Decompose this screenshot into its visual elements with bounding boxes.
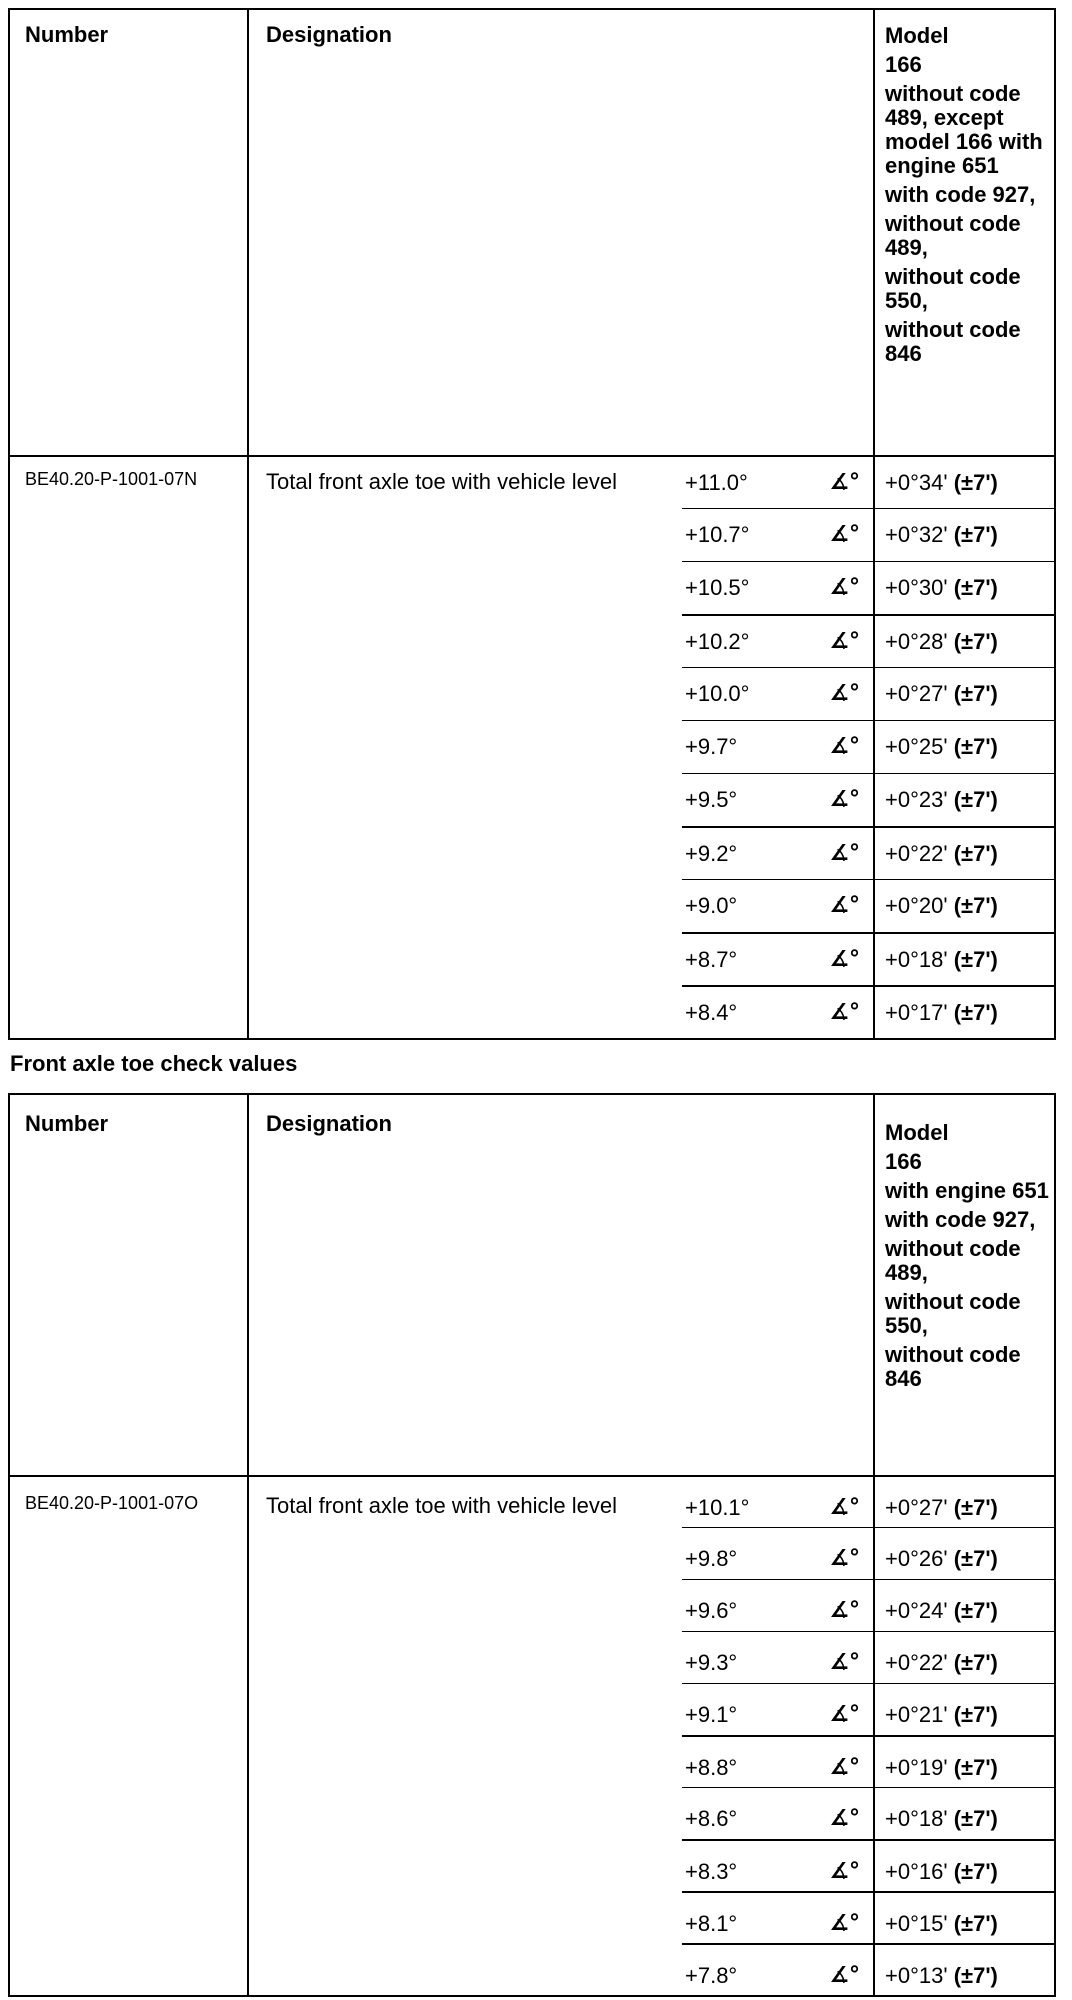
document-number-cell: BE40.20-P-1001-07N [10,455,247,1038]
toe-tolerance: (±7') [953,787,998,812]
toe-value-cell [873,720,1054,773]
toe-tolerance: (±7') [953,893,998,918]
model-header-line: without code 550, [885,264,1021,313]
toe-value: +0°22' [885,1650,948,1675]
measured-angle-degree-icon: ∡° [829,841,860,866]
measured-angle-degree-icon: ∡° [829,1598,860,1623]
toe-tolerance: (±7') [953,1000,998,1025]
toe-tolerance: (±7') [953,470,998,495]
wheel-angle-value: +9.0° [685,893,738,918]
toe-value: +0°18' [885,947,948,972]
wheel-angle-cell [682,1683,873,1735]
toe-value: +0°34' [885,470,948,495]
wheel-angle-value: +7.8° [685,1963,738,1988]
wheel-angle-value: +9.3° [685,1650,738,1675]
wheel-angle-value: +8.7° [685,947,738,972]
measured-angle-degree-icon: ∡° [829,1495,860,1520]
wheel-angle-cell [682,985,873,1038]
toe-tolerance: (±7') [953,841,998,866]
wheel-angle-value: +8.4° [685,1000,738,1025]
toe-value: +0°24' [885,1598,948,1623]
toe-value-cell [873,1735,1054,1787]
designation-cell: Total front axle toe with vehicle level [247,1475,682,1995]
toe-value-cell [873,826,1054,879]
toe-value: +0°19' [885,1755,948,1780]
toe-value: +0°32' [885,522,948,547]
measured-angle-degree-icon: ∡° [829,1702,860,1727]
number-column-header: Number [25,22,109,47]
toe-value-cell [873,773,1054,826]
toe-check-values-table [8,1093,1056,1997]
toe-tolerance: (±7') [953,1859,998,1884]
wheel-angle-cell [682,1527,873,1579]
wheel-angle-cell [682,932,873,985]
toe-value: +0°13' [885,1963,948,1988]
wheel-angle-cell [682,1579,873,1631]
wheel-angle-value: +10.1° [685,1495,750,1520]
toe-tolerance: (±7') [953,681,998,706]
wheel-angle-cell [682,508,873,561]
measured-angle-degree-icon: ∡° [829,575,860,600]
toe-tolerance: (±7') [953,1495,998,1520]
toe-value: +0°27' [885,681,948,706]
wheel-angle-cell [682,455,873,508]
toe-tolerance: (±7') [953,1755,998,1780]
wheel-angle-cell [682,1839,873,1891]
wheel-angle-cell [682,614,873,667]
toe-value: +0°30' [885,575,948,600]
section-heading: Front axle toe check values [10,1051,298,1076]
wheel-angle-cell [682,1891,873,1943]
wheel-angle-value: +9.5° [685,787,738,812]
toe-value-cell [873,985,1054,1038]
wheel-angle-cell [682,1631,873,1683]
wheel-angle-cell [682,561,873,614]
wheel-angle-value: +9.7° [685,734,738,759]
measured-angle-degree-icon: ∡° [829,893,860,918]
toe-tolerance: (±7') [953,1911,998,1936]
wheel-angle-value: +9.2° [685,841,738,866]
wheel-angle-cell [682,720,873,773]
toe-value-cell [873,932,1054,985]
model-header-line: 166 [885,52,922,77]
wheel-angle-value: +11.0° [685,470,748,495]
measured-angle-degree-icon: ∡° [829,787,860,812]
toe-tolerance: (±7') [953,734,998,759]
toe-value: +0°28' [885,629,948,654]
model-column-header [873,10,1054,455]
measured-angle-degree-icon: ∡° [829,1859,860,1884]
wheel-angle-cell [682,1475,873,1527]
measured-angle-degree-icon: ∡° [829,1911,860,1936]
measured-angle-degree-icon: ∡° [829,1000,860,1025]
designation-column-header: Designation [247,1095,873,1475]
wheel-angle-value: +8.8° [685,1755,738,1780]
model-header-line: without code 846 [885,1342,1021,1391]
toe-tolerance: (±7') [953,522,998,547]
measured-angle-degree-icon: ∡° [829,734,860,759]
toe-value-cell [873,1475,1054,1527]
wheel-angle-cell [682,1943,873,1995]
model-header-line: without code 489, [885,211,1021,260]
toe-value-cell [873,561,1054,614]
toe-value: +0°20' [885,893,948,918]
measured-angle-degree-icon: ∡° [829,1963,860,1988]
wheel-angle-value: +10.7° [685,522,750,547]
toe-value: +0°27' [885,1495,948,1520]
toe-tolerance: (±7') [953,947,998,972]
wheel-angle-value: +10.5° [685,575,750,600]
toe-tolerance: (±7') [953,1650,998,1675]
wheel-angle-cell [682,773,873,826]
toe-value-cell [873,667,1054,720]
model-header-line: Model [885,1120,949,1145]
toe-value: +0°17' [885,1000,948,1025]
wheel-angle-cell [682,1787,873,1839]
toe-tolerance: (±7') [953,629,998,654]
toe-tolerance: (±7') [953,575,998,600]
model-header-line: with code 927, [885,182,1036,207]
model-header-line: without code 489, [885,1236,1021,1285]
toe-value-cell [873,1943,1054,1995]
toe-tolerance: (±7') [953,1546,998,1571]
toe-tolerance: (±7') [953,1598,998,1623]
toe-value: +0°25' [885,734,948,759]
toe-value-cell [873,1839,1054,1891]
wheel-angle-value: +10.0° [685,681,750,706]
measured-angle-degree-icon: ∡° [829,629,860,654]
wheel-angle-value: +8.1° [685,1911,738,1936]
model-header-line: with engine 651 [885,1178,1049,1203]
toe-value: +0°26' [885,1546,948,1571]
measured-angle-degree-icon: ∡° [829,470,860,495]
number-column-header: Number [25,1111,109,1136]
measured-angle-degree-icon: ∡° [829,1755,860,1780]
measured-angle-degree-icon: ∡° [829,1806,860,1831]
model-header-line: without code 550, [885,1289,1021,1338]
model-column-header [873,1095,1054,1475]
toe-value-cell [873,1787,1054,1839]
toe-value-cell [873,455,1054,508]
measured-angle-degree-icon: ∡° [829,681,860,706]
designation-cell: Total front axle toe with vehicle level [247,455,682,1038]
model-header-line: without code 846 [885,317,1021,366]
measured-angle-degree-icon: ∡° [829,1650,860,1675]
toe-value: +0°15' [885,1911,948,1936]
wheel-angle-value: +10.2° [685,629,750,654]
toe-value: +0°21' [885,1702,948,1727]
toe-value-cell [873,614,1054,667]
model-header-line: without code 489, except model 166 with engine 651 [885,81,1043,178]
toe-tolerance: (±7') [953,1702,998,1727]
wheel-angle-value: +9.1° [685,1702,738,1727]
measured-angle-degree-icon: ∡° [829,947,860,972]
toe-tolerance: (±7') [953,1806,998,1831]
designation-column-header: Designation [247,10,873,455]
model-header-line: with code 927, [885,1207,1036,1232]
measured-angle-degree-icon: ∡° [829,522,860,547]
toe-value-cell [873,1683,1054,1735]
wheel-angle-value: +9.6° [685,1598,738,1623]
wheel-angle-value: +9.8° [685,1546,738,1571]
toe-values-table [8,8,1056,1040]
toe-value-cell [873,508,1054,561]
toe-value-cell [873,1527,1054,1579]
document-number-cell: BE40.20-P-1001-07O [10,1475,247,1995]
wheel-angle-cell [682,1735,873,1787]
toe-value: +0°23' [885,787,948,812]
toe-value: +0°22' [885,841,948,866]
toe-value: +0°18' [885,1806,948,1831]
wheel-angle-value: +8.3° [685,1859,738,1884]
toe-value-cell [873,1891,1054,1943]
toe-value-cell [873,1631,1054,1683]
wheel-angle-cell [682,826,873,879]
model-header-line: Model [885,23,949,48]
toe-tolerance: (±7') [953,1963,998,1988]
toe-value: +0°16' [885,1859,948,1884]
toe-value-cell [873,879,1054,932]
toe-value-cell [873,1579,1054,1631]
model-header-line: 166 [885,1149,922,1174]
measured-angle-degree-icon: ∡° [829,1546,860,1571]
wheel-angle-cell [682,879,873,932]
wheel-angle-cell [682,667,873,720]
wheel-angle-value: +8.6° [685,1806,738,1831]
